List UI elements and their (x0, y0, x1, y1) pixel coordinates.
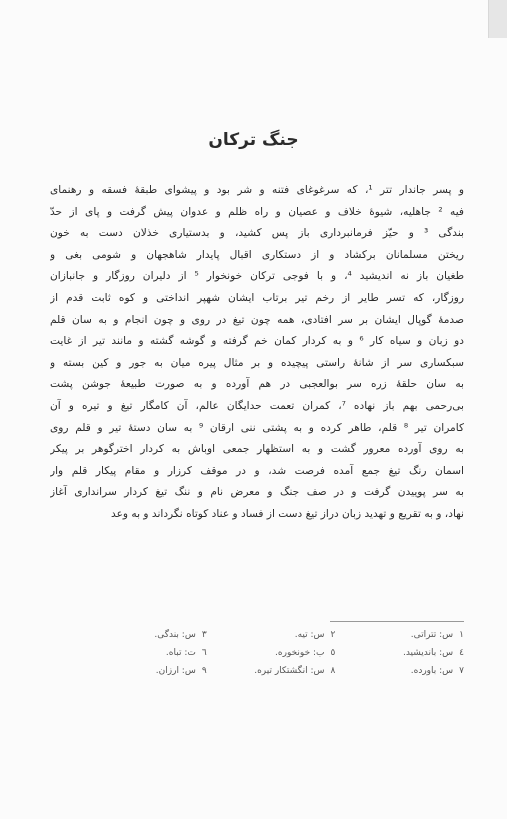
footnote: ٧س: باورده. (410, 666, 464, 676)
footnotes (78, 630, 464, 676)
footnote: ١س: تتراتی. (410, 630, 464, 640)
body-line: کامران تیر ⁸ قلم، طاهر کرده و به پشتی ننی ارقان ⁹ به سان دستهٔ تیر و قلم روی (50, 421, 464, 434)
body-line: و پسر جاندار تتر ¹، که سرغوغای فتنه و شر بود و پیشوای طبقهٔ فسقه و رهنمای (50, 184, 464, 196)
body-line: نهاد، و به تقریع و تهدید زبان دراز تیغ دست از فساد و عناد کوتاه نگرداند و به وعد (111, 507, 464, 520)
body-line: روزگار، که تسر طایر از رخم تیر برتاب ایشان شهپر انداختی و کوه ثابت قدم از (50, 291, 464, 304)
footnote: ٢س: تیه. (294, 630, 336, 640)
footnote: ٤س: باندیشید. (402, 648, 464, 658)
body-line: بی‌رحمی بهم باز نهاده ⁷، کمران تعمت حدایگان عالم، آن کامگار تیغ و تیره و آن (50, 399, 464, 412)
footnote: ٩س: ارزان. (155, 666, 207, 676)
chapter-title: جنگ ترکان (208, 130, 299, 150)
footnote: ٨س: انگشتکار تیره. (254, 666, 336, 676)
body-line: اسمان رنگ تیغ جمع آمده فرصت شد، و در موقف کرزار و مقام پیکار قلم وار (50, 464, 464, 477)
body-line: دو زبان و سیاه کار ⁶ و به کردار کمان خم گرفته و گوشه گشته و مانند تیر از غایت (50, 335, 464, 348)
page-edge-mark (488, 0, 507, 38)
footnote: ٦ت: تباه. (165, 648, 207, 658)
body-line: صدمهٔ گوپال ایشان بر سر افتادی، همه چون تیغ در روی و چون انجام و به سان قلم (50, 313, 464, 326)
body-text (50, 180, 464, 526)
footnote: ٣س: بندگی. (154, 630, 207, 640)
body-line: به سر پوییدن گرفت و در صف جنگ و معرض نام و ننگ تیغ کردار سرانداری آغاز (50, 486, 464, 499)
body-line: بندگی ³ و حیّز فرمانبرداری باز پس کشید، و بدستیاری خذلان دست به خون (50, 227, 464, 240)
footnote-rule (330, 621, 464, 622)
footnote: ٥ب: خونخوره. (275, 648, 336, 658)
body-line: سبکساری سر از شانهٔ راستی پیچیده و بر مثال پیره میان به جور و کین بسته و (50, 356, 464, 369)
body-line: به روی آورده معرور گشت و به استظهار جمعی اوباش به کردار اخترگوهر بر پیکر (50, 443, 464, 456)
body-line: طغیان باز نه اندیشید ⁴، و با فوجی ترکان خونخوار ⁵ از دلیران روزگار و جانبازان (50, 270, 464, 283)
body-line: به سان حلقهٔ زره سر بوالعجبی در هم آورده و به صورت طبیعهٔ جوشن پشت (50, 378, 464, 391)
body-line: ریختن مسلمانان برکشاد و از دستکاری اقبال پایدار شاهجهان و شومی بغی و (50, 248, 464, 261)
body-line: فیه ² جاهلیه، شیوهٔ خلاف و عصیان و راه ظلم و عدوان پیش گرفت و پای از حدّ (50, 205, 464, 218)
